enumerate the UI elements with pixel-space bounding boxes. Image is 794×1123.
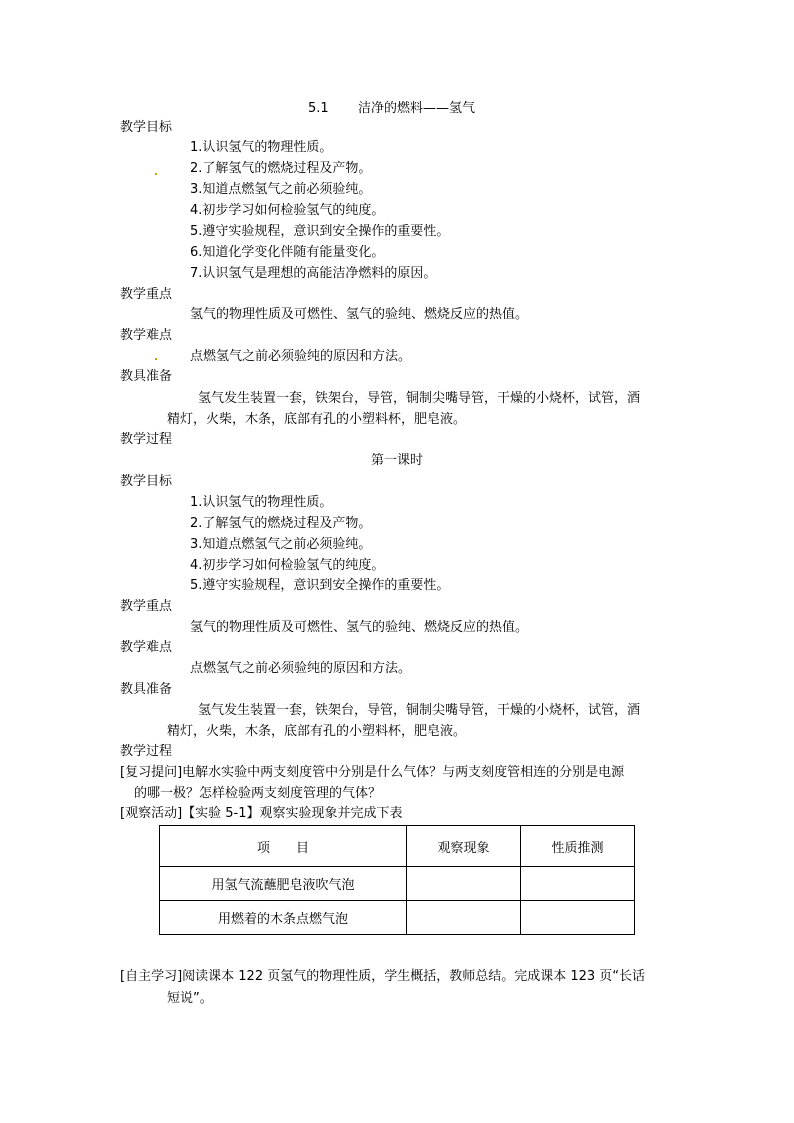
equipment-text: 精灯，火柴，木条，底部有孔的小塑料杯，肥皂液。: [167, 724, 467, 739]
self-study: [自主学习]阅读课本 122 页氢气的物理性质，学生概括，教师总结。完成课本 123 页“长话: [120, 969, 646, 984]
goals-heading: 教学目标: [120, 120, 173, 135]
observe-activity: [观察活动]【实验 5-1】观察实验现象并完成下表: [120, 806, 403, 821]
goal-item: 7.认识氢气是理想的高能洁净燃料的原因。: [190, 266, 437, 281]
equipment-text: 氢气发生装置一套，铁架台，导管，铜制尖嘴导管，干燥的小烧杯，试管，酒: [198, 391, 641, 406]
stray-mark: [155, 358, 157, 360]
table-row: [160, 867, 635, 901]
difficulty-text: 点燃氢气之前必须验纯的原因和方法。: [190, 349, 412, 364]
equipment-heading: 教具准备: [120, 682, 173, 697]
table-cell[interactable]: [521, 901, 635, 935]
focus-heading: 教学重点: [120, 287, 173, 302]
equipment-text: 氢气发生装置一套，铁架台，导管，铜制尖嘴导管，干燥的小烧杯，试管，酒: [198, 703, 641, 718]
goal-item: 6.知道化学变化伴随有能量变化。: [190, 245, 385, 260]
goal-item: 5.遵守实验规程，意识到安全操作的重要性。: [190, 224, 450, 239]
self-study: 短说”。: [167, 991, 213, 1006]
table-cell[interactable]: [407, 901, 521, 935]
focus-heading: 教学重点: [120, 599, 173, 614]
review-question: 的哪一极？怎样检验两支刻度管理的气体？: [134, 786, 382, 801]
lesson-title: 第一课时: [370, 453, 423, 468]
table-cell[interactable]: [407, 867, 521, 901]
goal-item: 2.了解氢气的燃烧过程及产物。: [190, 516, 372, 531]
equipment-heading: 教具准备: [120, 369, 173, 384]
difficulty-heading: 教学难点: [120, 328, 173, 343]
goal-item: 5.遵守实验规程，意识到安全操作的重要性。: [190, 578, 450, 593]
process-heading: 教学过程: [120, 432, 173, 447]
table-cell[interactable]: [521, 867, 635, 901]
page-title: [308, 101, 475, 117]
goal-item: 4.初步学习如何检验氢气的纯度。: [190, 558, 385, 573]
focus-text: 氢气的物理性质及可燃性、氢气的验纯、燃烧反应的热值。: [190, 620, 529, 635]
goal-item: 4.初步学习如何检验氢气的纯度。: [190, 203, 385, 218]
observation-table: [159, 825, 635, 935]
table-header-cell: 项 目: [160, 826, 407, 867]
section-title: 洁净的燃料——氢气: [358, 101, 476, 116]
goal-item: 1.认识氢气的物理性质。: [190, 495, 333, 510]
process-heading: 教学过程: [120, 744, 173, 759]
equipment-text: 精灯，火柴，木条，底部有孔的小塑料杯，肥皂液。: [167, 412, 467, 427]
section-number: 5.1: [308, 101, 329, 116]
table-header-cell: 性质推测: [521, 826, 635, 867]
table-cell: 用燃着的木条点燃气泡: [160, 901, 407, 935]
goal-item: 1.认识氢气的物理性质。: [190, 140, 333, 155]
review-question: [复习提问]电解水实验中两支刻度管中分别是什么气体？与两支刻度管相连的分别是电源: [120, 765, 625, 780]
goal-item: 2.了解氢气的燃烧过程及产物。: [190, 161, 372, 176]
goals-heading: 教学目标: [120, 474, 173, 489]
table-header-cell: 观察现象: [407, 826, 521, 867]
table-cell: 用氢气流蘸肥皂液吹气泡: [160, 867, 407, 901]
goal-item: 3.知道点燃氢气之前必须验纯。: [190, 182, 372, 197]
difficulty-heading: 教学难点: [120, 640, 173, 655]
focus-text: 氢气的物理性质及可燃性、氢气的验纯、燃烧反应的热值。: [190, 307, 529, 322]
table-row: [160, 901, 635, 935]
stray-mark: [155, 173, 157, 175]
table-header-row: [160, 826, 635, 867]
goal-item: 3.知道点燃氢气之前必须验纯。: [190, 537, 372, 552]
difficulty-text: 点燃氢气之前必须验纯的原因和方法。: [190, 661, 412, 676]
